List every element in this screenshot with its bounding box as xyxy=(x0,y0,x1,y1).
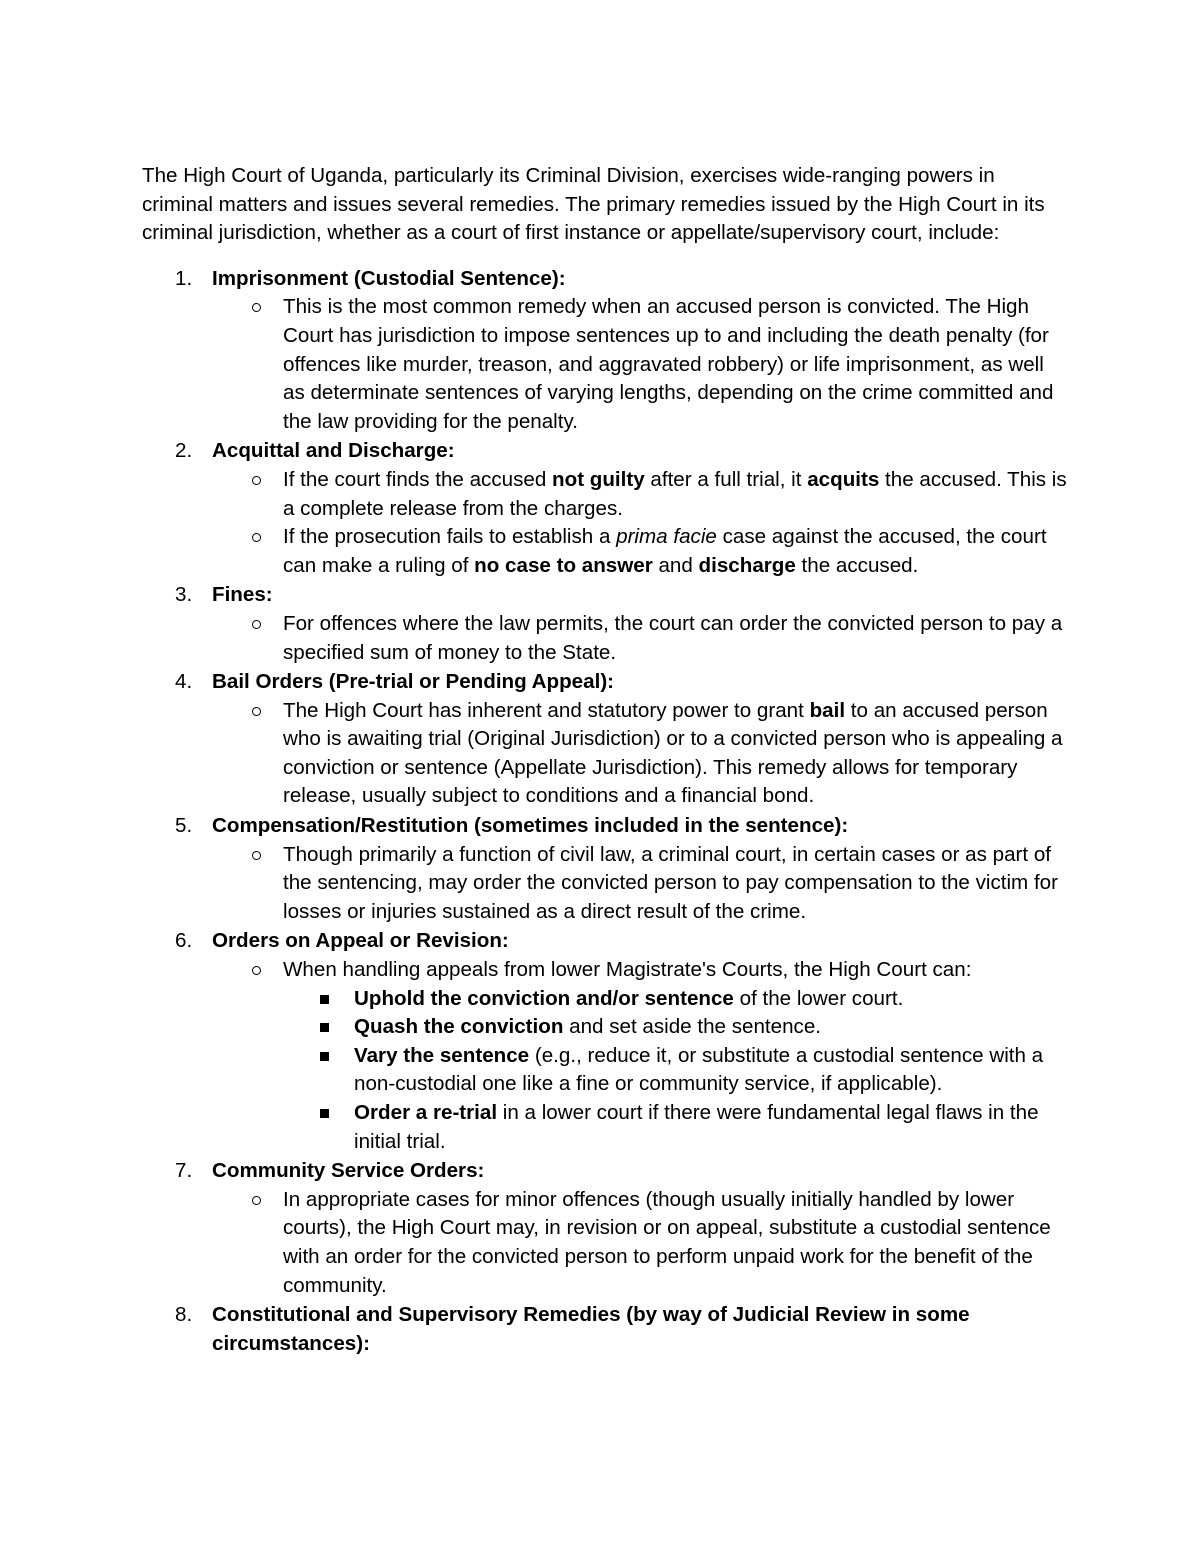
sub-bullet-point xyxy=(283,1013,1067,1042)
remedy-item-appeal-orders xyxy=(142,927,1067,1156)
point-text: after a full trial, it xyxy=(644,467,808,491)
point-text: and set aside the sentence. xyxy=(563,1015,822,1039)
bullet-point xyxy=(212,293,1067,436)
remedy-item-acquittal xyxy=(142,437,1067,580)
list-number: 1. xyxy=(175,266,193,290)
remedy-heading: Orders on Appeal or Revision: xyxy=(212,929,509,953)
remedy-heading: Fines: xyxy=(212,583,273,607)
document-page xyxy=(142,162,1067,1359)
bold-term: no case to answer xyxy=(474,553,653,577)
remedy-item-bail xyxy=(142,668,1067,811)
bold-term: Quash the conviction xyxy=(354,1015,564,1039)
hollow-circle-bullet-icon xyxy=(252,533,261,542)
list-number: 8. xyxy=(175,1303,193,1327)
intro-paragraph: The High Court of Uganda, particularly its Criminal Division, exercises wide-ranging powers in criminal matters and issues several remedies. The primary remedies issued by the High Court in its criminal jurisdiction, whether as a court of first instance or appellate/supervisory court, include: xyxy=(142,164,1045,245)
remedy-heading: Acquittal and Discharge: xyxy=(212,439,455,463)
list-number: 5. xyxy=(175,814,193,838)
bullet-point xyxy=(212,523,1067,580)
italic-term: prima facie xyxy=(616,525,717,549)
bullet-list xyxy=(212,610,1067,667)
point-text: The High Court has inherent and statutory power to grant xyxy=(283,698,810,722)
remedy-item-fines xyxy=(142,581,1067,667)
square-bullet-icon xyxy=(320,1023,329,1032)
remedy-item-imprisonment xyxy=(142,265,1067,437)
point-text: in a lower court if there were fundamental legal flaws in the initial trial. xyxy=(354,1101,1039,1153)
list-number: 7. xyxy=(175,1159,193,1183)
list-number: 4. xyxy=(175,670,193,694)
bullet-list xyxy=(212,697,1067,811)
hollow-circle-bullet-icon xyxy=(252,966,261,975)
bullet-list xyxy=(212,841,1067,927)
bold-term: Order a re-trial xyxy=(354,1101,498,1124)
remedy-heading: Bail Orders (Pre-trial or Pending Appeal): xyxy=(212,670,615,694)
sub-bullet-point xyxy=(283,1042,1067,1099)
point-text: (e.g., reduce it, or substitute a custodial sentence with a non-custodial one like a fine or community service, if applicable). xyxy=(354,1043,1044,1096)
point-text: Though primarily a function of civil law, a criminal court, in certain cases or as part of the sentencing, may order the convicted person to pay compensation to the victim for losses or injuries sustained as a direct result of the crime. xyxy=(283,842,1058,923)
remedies-list xyxy=(142,265,1067,1359)
bullet-list xyxy=(212,956,1067,1156)
bullet-list xyxy=(212,293,1067,436)
hollow-circle-bullet-icon xyxy=(252,620,261,629)
point-text: If the court finds the accused xyxy=(283,467,553,491)
point-text: to an accused person who is awaiting trial (Original Jurisdiction) or to a convicted person who is appealing a conviction or sentence (Appellate Jurisdiction). This remedy allows for temporary release, usually subject to conditions and a financial bond. xyxy=(283,698,1063,808)
list-number: 2. xyxy=(175,439,193,463)
bullet-point xyxy=(212,466,1067,523)
point-text: the accused. This is a complete release from the charges. xyxy=(283,467,1067,520)
hollow-circle-bullet-icon xyxy=(252,1196,261,1205)
square-bullet-icon xyxy=(320,995,329,1004)
hollow-circle-bullet-icon xyxy=(252,851,261,860)
remedy-heading: Community Service Orders: xyxy=(212,1159,485,1183)
square-bullet-icon xyxy=(320,1109,329,1118)
point-text: case against the accused, the court can make a ruling of xyxy=(283,525,1047,577)
bullet-list xyxy=(212,1186,1067,1300)
bullet-list xyxy=(212,466,1067,580)
point-text: In appropriate cases for minor offences (though usually initially handled by lower courts), the High Court may, in revision or on appeal, substitute a custodial sentence with an order for the convicted person to perform unpaid work for the benefit of the community. xyxy=(283,1187,1051,1297)
point-text: For offences where the law permits, the court can order the convicted person to pay a specified sum of money to the State. xyxy=(283,611,1063,664)
sub-bullet-list xyxy=(283,985,1067,1157)
bold-term: Uphold the conviction and/or sentence xyxy=(354,986,734,1010)
point-text: If the prosecution fails to establish a xyxy=(283,525,617,549)
hollow-circle-bullet-icon xyxy=(252,303,261,312)
bold-term: bail xyxy=(809,698,846,722)
point-text: This is the most common remedy when an accused person is convicted. The High Court has jurisdiction to impose sentences up to and including the death penalty (for offences like murder, treason, and aggravated robbery) or life imprisonment, as well as determinate sentences of varying lengths, depending on the crime committed and the law providing for the penalty. xyxy=(283,295,1054,433)
remedy-heading: Compensation/Restitution (sometimes included in the sentence): xyxy=(212,814,849,838)
sub-bullet-point xyxy=(283,985,1067,1014)
hollow-circle-bullet-icon xyxy=(252,707,261,716)
list-number: 3. xyxy=(175,583,193,607)
remedy-heading: Constitutional and Supervisory Remedies (by way of Judicial Review in some circumstances): xyxy=(212,1303,970,1355)
point-text: of the lower court. xyxy=(733,986,904,1010)
remedy-item-constitutional xyxy=(142,1301,1067,1358)
remedy-heading: Imprisonment (Custodial Sentence): xyxy=(212,266,566,290)
bullet-point xyxy=(212,697,1067,811)
hollow-circle-bullet-icon xyxy=(252,476,261,485)
bullet-point xyxy=(212,956,1067,1156)
sub-bullet-point xyxy=(283,1099,1067,1156)
square-bullet-icon xyxy=(320,1052,329,1061)
point-text: the accused. xyxy=(795,553,919,577)
bold-term: acquits xyxy=(807,467,880,491)
bullet-point xyxy=(212,841,1067,927)
bold-term: Vary the sentence xyxy=(354,1043,530,1067)
remedy-item-community-service xyxy=(142,1157,1067,1300)
point-text: and xyxy=(652,553,699,577)
bullet-point xyxy=(212,1186,1067,1300)
list-number: 6. xyxy=(175,929,193,953)
remedy-item-compensation xyxy=(142,812,1067,926)
point-text: When handling appeals from lower Magistrate's Courts, the High Court can: xyxy=(283,958,972,982)
bold-term: discharge xyxy=(698,553,796,577)
bold-term: not guilty xyxy=(552,467,645,491)
bullet-point xyxy=(212,610,1067,667)
